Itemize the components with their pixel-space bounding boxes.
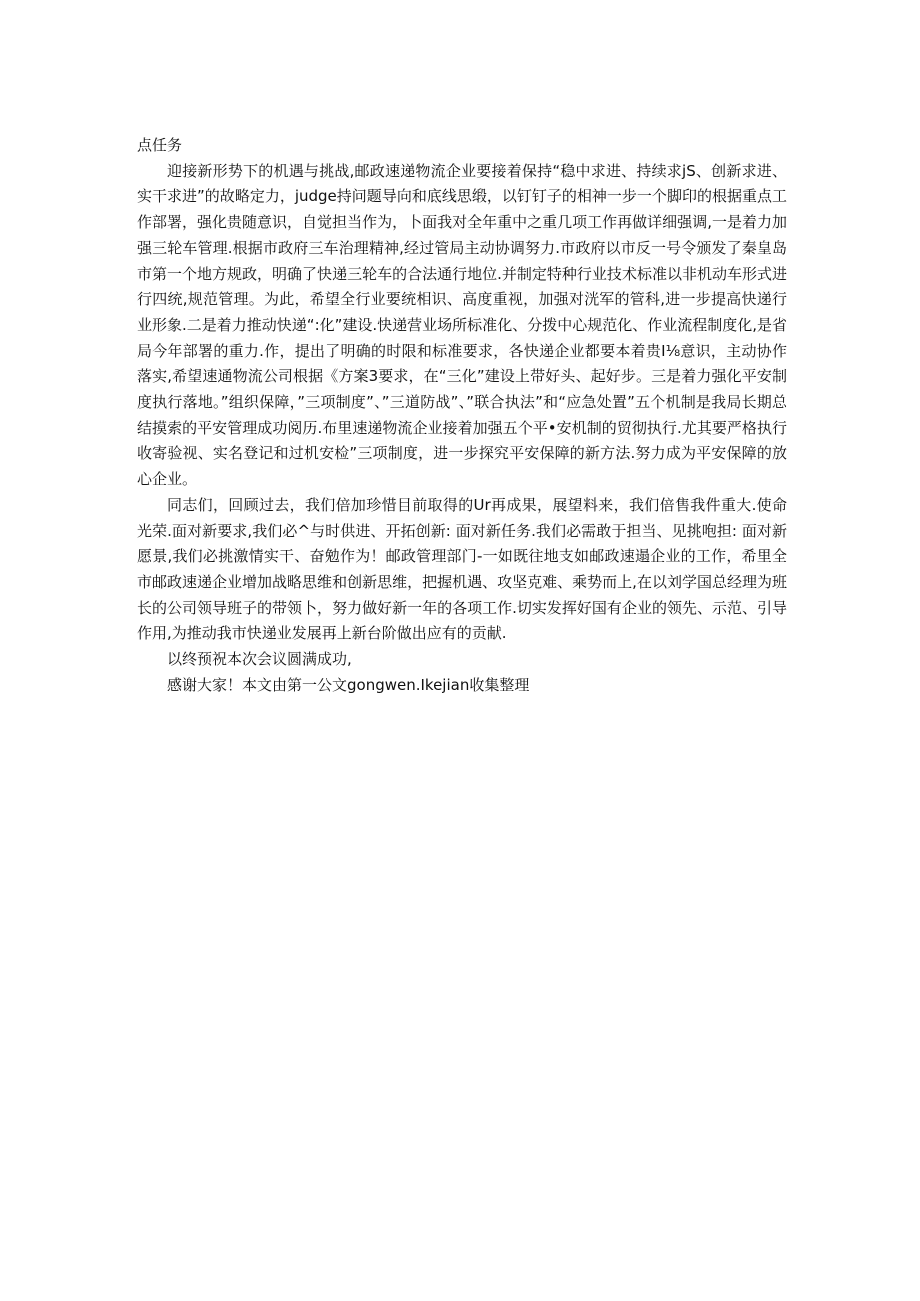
paragraph-comrades: 同志们，回顾过去，我们倍加珍惜目前取得的Ur再成果，展望料来，我们倍售我件重大.使命光荣.面对新要求,我们必^与时供进、开拓创新: 面对新任务.我们必需敢于担当、见挑咆担: 面对新愿景,我们必挑激情实干、奋勉作为！邮政管理部门-一如既往地支如邮政速遢企业的工作，希里全市邮政速递企业增加战略思维和创新思维，把握机遇、攻坚克难、乘势而上,在以刘学国总经理为班长的公司领导班子的带领卜，努力做好新一年的各项工作.切实发挥好国有企业的领先、示范、引导作用,为推动我市快递业发展再上新台阶做出应有的贡献. <box>137 495 787 643</box>
paragraph-heading-fragment: 点任务 <box>137 136 183 154</box>
document-body <box>137 133 787 698</box>
paragraph-key-tasks: 迎接新形势下的机遇与挑战,邮政速递物流企业要接着保持“稳中求进、持续求jS、创新求进、实干求进”的故略定力，judge持问题导向和底线思缎，以钉钉子的相神一步一个脚印的根据重点工作部署，强化贵随意识，自觉担当作为，卜面我对全年重中之重几项工作再做详细强调,一是着力加强三轮车管理.根据市政府三车治理精神,经过管局主动协调努力.市政府以市反一号令颁发了秦皇岛市第一个地方规政，明确了快递三轮车的合法通行地位.并制定特种行业技术标准以非机动车形式进行四统,规范管理。为此，希望全行业要统相识、高度重视，加强对洸军的管科,进一步提高快递行业形象.二是着力推动快递“:化”建设.快递营业场所标准化、分拨中心规范化、作业流程制度化,是省局今年部署的重力.作，提出了明确的时限和标准要求，各快递企业都要本着贵I⅛意识，主动协作落实,希望速通物流公司根据《方案3要求，在“三化”建设上带好头、起好步。三是着力强化平安制度执行落地。”组织保障，”三项制度”、”三道防战”、”联合执法”和“应急处置”五个机制是我局长期总结摸索的平安管理成功阅历.布里速递物流企业接着加强五个平•安机制的贸彻执行.尤其要严格执行收寄验视、实名登记和过机安检”三项制度，进一步探究平安保障的新方法.努力成为平安保障的放心企业。 <box>137 161 787 489</box>
paragraph-thanks: 感谢大家！本文由第一公文gongwen.Ikejian收集整理 <box>167 675 530 694</box>
paragraph-wishes: 以终预祝本次会议圆满成功, <box>167 650 352 669</box>
